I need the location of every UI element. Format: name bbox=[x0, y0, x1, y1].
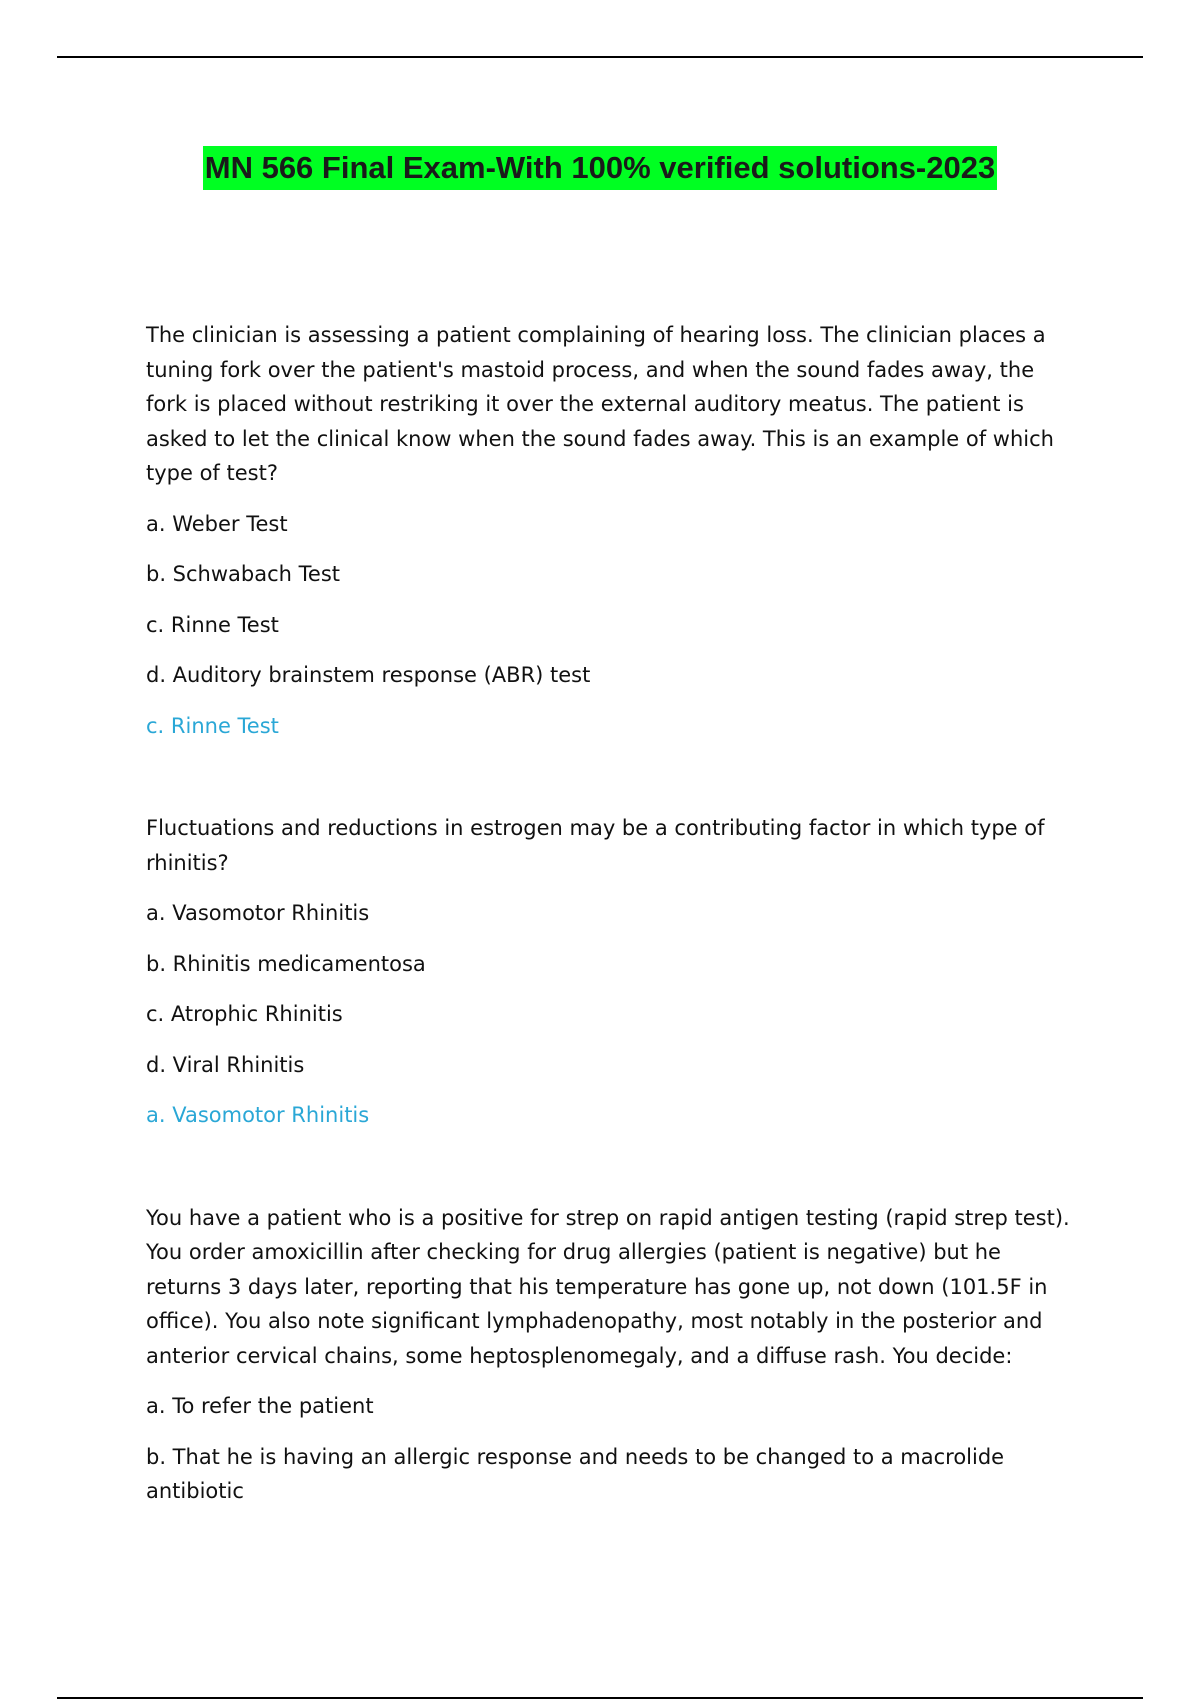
question-block-3 bbox=[146, 1201, 1076, 1509]
correct-answer: c. Rinne Test bbox=[146, 713, 279, 738]
question-text: The clinician is assessing a patient complaining of hearing loss. The clinician places a tuning fork over the patient's mastoid process, and when the sound fades away, the fork is placed without restriking it over the external auditory meatus. The patient is asked to let the clinical know when the sound fades away. This is an example of which type of test? bbox=[146, 323, 1054, 485]
answer-option: d. Viral Rhinitis bbox=[146, 1052, 305, 1077]
correct-answer: a. Vasomotor Rhinitis bbox=[146, 1103, 370, 1127]
answer-option: a. To refer the patient bbox=[146, 1394, 374, 1418]
answer-option: b. Schwabach Test bbox=[146, 562, 340, 586]
question-text: You have a patient who is a positive for strep on rapid antigen testing (rapid strep test). You order amoxicillin after checking for drug allergies (patient is negative) but he returns 3 days later, reporting that his temperature has gone up, not down (101.5F in office). You also note significant lymphadenopathy, most notably in the posterior and anterior cervical chains, some heptosplenomegaly, and a diffuse rash. You decide: bbox=[146, 1205, 1070, 1368]
answer-option: b. That he is having an allergic response and needs to be changed to a macrolide antibiotic bbox=[146, 1444, 1005, 1503]
answer-option: a. Vasomotor Rhinitis bbox=[146, 901, 370, 925]
question-text: Fluctuations and reductions in estrogen may be a contributing factor in which type of rhinitis? bbox=[146, 816, 1045, 875]
answer-option: c. Rinne Test bbox=[146, 612, 279, 637]
answer-option: a. Weber Test bbox=[146, 511, 288, 536]
question-block-1 bbox=[146, 318, 1076, 743]
question-block-2 bbox=[146, 811, 1076, 1133]
answer-option: b. Rhinitis medicamentosa bbox=[146, 951, 426, 976]
document-title: MN 566 Final Exam-With 100% verified solutions-2023 bbox=[203, 146, 997, 190]
answer-option: c. Atrophic Rhinitis bbox=[146, 1002, 343, 1026]
title-container bbox=[0, 146, 1200, 190]
page-top-rule bbox=[57, 56, 1143, 58]
document-body bbox=[146, 318, 1076, 1525]
answer-option: d. Auditory brainstem response (ABR) test bbox=[146, 663, 591, 687]
page-bottom-rule bbox=[57, 1697, 1143, 1699]
